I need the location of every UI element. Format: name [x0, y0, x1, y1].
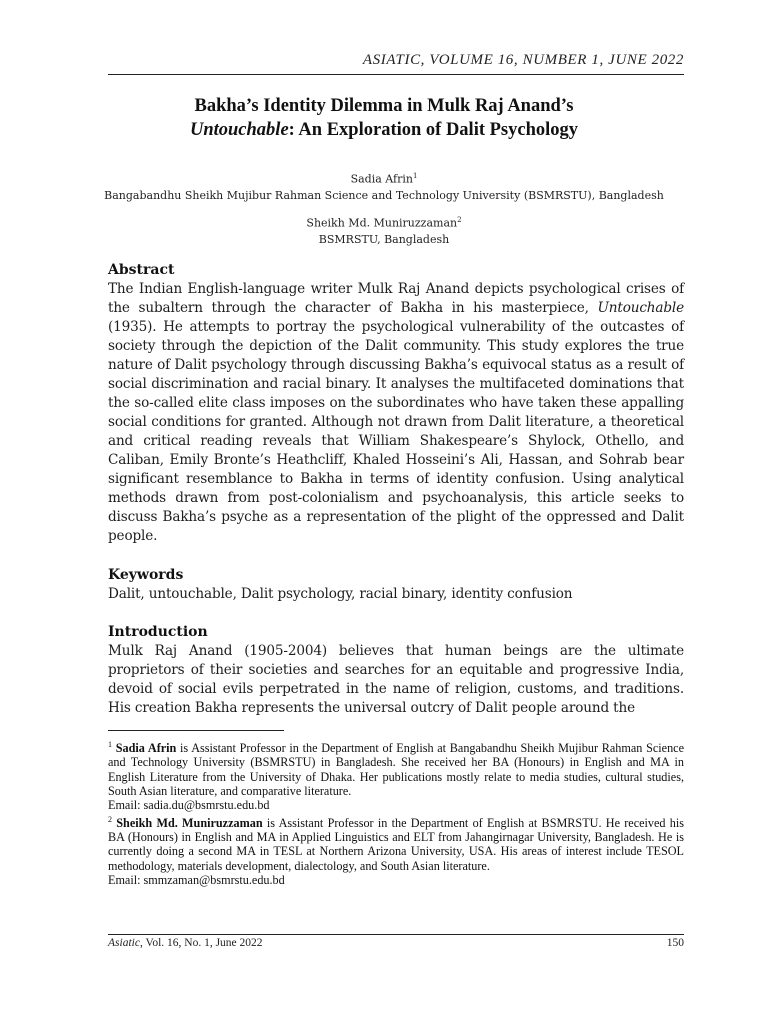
footnote-1-email: Email: sadia.du@bsmrstu.edu.bd — [108, 798, 270, 813]
footnote-author-name: Sadia Afrin — [115, 741, 177, 756]
footnote-marker: 1 — [108, 740, 112, 749]
title-line-1: Bakha’s Identity Dilemma in Mulk Raj Anand’s — [194, 96, 574, 116]
introduction-heading: Introduction — [108, 624, 208, 640]
author-name-text: Sheikh Md. Muniruzzaman — [306, 216, 458, 230]
footnote-marker: 2 — [108, 814, 112, 824]
footnote-text: is Assistant Professor in the Department of English at BSMRSTU. He received his BA (Honours) in English and MA in Applied Linguistics and ELT from Jahangirnagar University, Bangladesh. He is currently doing a second MA in TESL at Northern Arizona University, USA. His areas of interest include TESOL methodology, materials development, dialectology, and South Asian literature. — [108, 815, 685, 873]
footnote-text: is Assistant Professor in the Department of English at Bangabandhu Sheikh Mujibur Rahman Science and Technology University (BSMRSTU) in Bangladesh. She received her BA (Honours) in English and MA in English Literature from the University of Dhaka. Her publications mostly relate to media studies, cultural studies, South Asian literature, and comparative literature. — [108, 741, 684, 798]
author-affiliation-2: BSMRSTU, Bangladesh — [318, 232, 450, 246]
footer-issue: , Vol. 16, No. 1, June 2022 — [139, 937, 263, 949]
footer-citation — [108, 937, 263, 949]
abstract-text-part-1: The Indian English-language writer Mulk Raj Anand depicts psychological crises of the subaltern through the character of Bakha in his masterpiece, — [108, 281, 684, 316]
title-italic-work: Untouchable — [189, 120, 289, 140]
footnote-marker: 1 — [412, 172, 418, 180]
article-title — [90, 94, 678, 142]
title-subtitle: : An Exploration of Dalit Psychology — [288, 120, 579, 140]
author-name-2 — [80, 212, 688, 232]
abstract-text-part-2: (1935). He attempts to portray the psychological vulnerability of the outcastes of society through the depiction of the Dalit community. This study explores the true nature of Dalit psychology through discussing Bakha’s equivocal status as a result of social discrimination and racial binary. It analyses the multifaceted dominations that the so-called elite class imposes on the subordinates who have taken these appalling social conditions for granted. Although not drawn from Dalit literature, a theoretical and critical reading reveals that William Shakespeare’s Shylock, Othello, and Caliban, Emily Bronte’s Heathcliff, Khaled Hosseini’s Ali, Hassan, and Sohrab bear significant resemblance to Bakha in terms of identity confusion. Using analytical methods drawn from post-colonialism and psychoanalysis, this article seeks to discuss Bakha’s psyche as a representation of the plight of the oppressed and Dalit people. — [108, 319, 684, 544]
keywords-heading: Keywords — [108, 567, 184, 583]
footer-rule — [108, 934, 684, 935]
footnote-1 — [108, 738, 684, 798]
author-name-1 — [80, 168, 688, 188]
abstract-body — [108, 280, 684, 546]
title-line-2 — [90, 118, 678, 142]
abstract-heading: Abstract — [108, 262, 175, 278]
page-number: 150 — [666, 937, 684, 949]
author-affiliation-1: Bangabandhu Sheikh Mujibur Rahman Science and Technology University (BSMRSTU), Bangladesh — [104, 188, 664, 202]
abstract-italic-title: Untouchable — [597, 300, 684, 316]
introduction-body: Mulk Raj Anand (1905-2004) believes that human beings are the ultimate proprietors of their societies and searches for an equitable and progressive India, devoid of social evils perpetrated in the name of religion, customs, and traditions. His creation Bakha represents the universal outcry of Dalit people around the — [108, 643, 684, 716]
footnote-rule — [108, 730, 284, 731]
footnotes — [108, 738, 684, 887]
header-rule — [108, 74, 684, 75]
footnote-marker: 2 — [457, 216, 462, 224]
footnote-2 — [108, 813, 684, 873]
footnote-2-email: Email: smmzaman@bsmrstu.edu.bd — [108, 872, 285, 887]
author-block-1 — [80, 168, 688, 204]
footer-journal-name: Asiatic — [108, 937, 140, 949]
footnote-author-name: Sheikh Md. Muniruzzaman — [116, 815, 263, 830]
author-name-text: Sadia Afrin — [350, 172, 413, 186]
running-head: ASIATIC, VOLUME 16, NUMBER 1, JUNE 2022 — [362, 52, 684, 68]
author-block-2 — [80, 212, 688, 248]
keywords-list: Dalit, untouchable, Dalit psychology, racial binary, identity confusion — [108, 586, 573, 602]
